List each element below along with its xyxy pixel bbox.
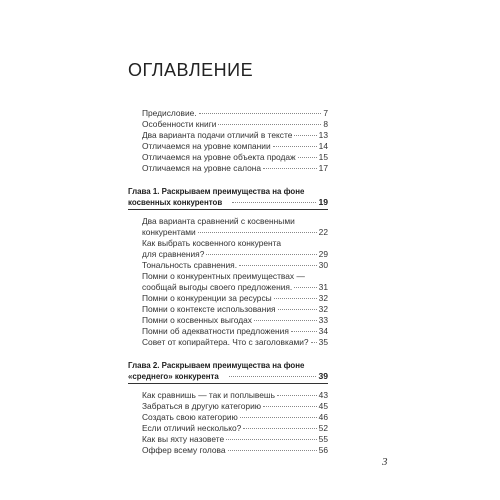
chapter-title-entry: [128, 197, 328, 208]
toc-entry-title: Создать свою категорию: [142, 412, 238, 422]
toc-entry[interactable]: [128, 293, 328, 304]
toc-entry-page: 56: [318, 445, 328, 455]
dot-leader: [254, 320, 317, 321]
toc-entry-page: 34: [318, 326, 328, 336]
toc-entry-row: [142, 227, 328, 238]
toc-entry[interactable]: [128, 401, 328, 412]
toc-entry-title: Оффер всему голова: [142, 445, 226, 455]
dot-leader: [298, 157, 317, 158]
page-number: 3: [382, 456, 388, 468]
dot-leader: [278, 309, 317, 310]
toc-entry[interactable]: [128, 390, 328, 401]
chapter-1-heading[interactable]: [128, 186, 328, 208]
toc-entry-page: 45: [318, 401, 328, 411]
toc-entry[interactable]: [128, 216, 328, 238]
toc-entry[interactable]: [128, 315, 328, 326]
toc-entry-title: Совет от копирайтера. Что с заголовками?: [142, 337, 309, 347]
toc-entry-page: 22: [318, 227, 328, 237]
chapter-rule: [128, 209, 328, 210]
table-of-contents: [128, 108, 328, 457]
toc-entry-title: Помни о косвенных выгодах: [142, 315, 252, 325]
toc-entry-title: Отличаемся на уровне салона: [142, 163, 262, 173]
toc-entry-page: 13: [318, 130, 328, 140]
toc-entry[interactable]: [128, 412, 328, 423]
toc-entry-title: Предисловие.: [142, 108, 197, 118]
toc-entry-title-line: Как выбрать косвенного конкурента: [142, 238, 282, 248]
toc-entry-title-line: Два варианта сравнений с косвенными: [142, 216, 295, 226]
toc-entry-title-line: Помни о конкурентных преимуществах —: [142, 271, 305, 281]
toc-entry-title: Если отличий несколько?: [142, 423, 242, 433]
toc-entry[interactable]: [128, 445, 328, 456]
chapter-2-entries: [128, 390, 328, 456]
chapter-1-entries: [128, 216, 328, 348]
chapter-title-line: «среднего» конкурента: [128, 371, 219, 381]
toc-entry-title: Два варианта подачи отличий в тексте: [142, 130, 293, 140]
toc-entry-row: [142, 282, 328, 293]
toc-entry[interactable]: [128, 271, 328, 293]
toc-entry[interactable]: [128, 337, 328, 348]
toc-entry-page: 7: [323, 108, 328, 118]
toc-entry[interactable]: [128, 423, 328, 434]
toc-entry[interactable]: [128, 260, 328, 271]
dot-leader: [243, 428, 316, 429]
chapter-2-heading[interactable]: [128, 360, 328, 382]
dot-leader: [198, 232, 317, 233]
toc-entry-page: 14: [318, 141, 328, 151]
dot-leader: [273, 146, 317, 147]
dot-leader: [228, 450, 317, 451]
dot-leader: [226, 439, 317, 440]
toc-entry-title: Помни об адекватности предложения: [142, 326, 289, 336]
toc-entry-page: 35: [318, 337, 328, 347]
toc-entry-title: Особенности книги: [142, 119, 217, 129]
dot-leader: [240, 417, 317, 418]
toc-entry[interactable]: [128, 119, 328, 130]
toc-entry[interactable]: [128, 163, 328, 174]
dot-leader: [291, 331, 317, 332]
chapter-page: 39: [318, 371, 328, 381]
toc-entry-title: для сравнения?: [142, 249, 205, 259]
dot-leader: [239, 265, 317, 266]
dot-leader: [263, 168, 317, 169]
chapter-title-line: косвенных конкурентов: [128, 197, 223, 207]
toc-entry-page: 43: [318, 390, 328, 400]
chapter-rule: [128, 383, 328, 384]
toc-entry-row: [142, 249, 328, 260]
chapter-title-entry: [128, 371, 328, 382]
dot-leader: [229, 376, 317, 377]
toc-entry[interactable]: [128, 152, 328, 163]
toc-entry[interactable]: [128, 304, 328, 315]
dot-leader: [294, 135, 316, 136]
toc-entry-title: Забраться в другую категорию: [142, 401, 262, 411]
toc-entry-title: конкурентами: [142, 227, 196, 237]
dot-leader: [294, 287, 316, 288]
chapter-title-line: Глава 2. Раскрываем преимущества на фоне: [128, 360, 305, 370]
toc-entry-title: Помни о контексте использования: [142, 304, 276, 314]
toc-entry-page: 29: [318, 249, 328, 259]
dot-leader: [311, 342, 317, 343]
chapter-title-line: Глава 1. Раскрываем преимущества на фоне: [128, 186, 305, 196]
toc-entry[interactable]: [128, 141, 328, 152]
toc-entry-page: 33: [318, 315, 328, 325]
toc-entry-page: 31: [318, 282, 328, 292]
toc-entry-title: Как вы яхту назовете: [142, 434, 225, 444]
dot-leader: [199, 113, 322, 114]
chapter-page: 19: [318, 197, 328, 207]
dot-leader: [277, 395, 317, 396]
toc-entry-page: 15: [318, 152, 328, 162]
toc-entry[interactable]: [128, 434, 328, 445]
toc-entry-title: Как сравнишь — так и поплывешь: [142, 390, 276, 400]
toc-entry-page: 32: [318, 293, 328, 303]
toc-entry-page: 17: [318, 163, 328, 173]
toc-entry-page: 55: [318, 434, 328, 444]
page-title: ОГЛАВЛЕНИЕ: [128, 60, 254, 80]
dot-leader: [263, 406, 317, 407]
toc-entry-page: 46: [318, 412, 328, 422]
intro-section: [128, 108, 328, 174]
dot-leader: [274, 298, 317, 299]
toc-entry[interactable]: [128, 108, 328, 119]
toc-entry-page: 8: [323, 119, 328, 129]
toc-entry-title: Отличаемся на уровне объекта продаж: [142, 152, 296, 162]
toc-entry-title: Отличаемся на уровне компании: [142, 141, 271, 151]
toc-entry-page: 32: [318, 304, 328, 314]
dot-leader: [218, 124, 321, 125]
toc-entry-page: 30: [318, 260, 328, 270]
dot-leader: [232, 202, 316, 203]
toc-entry-page: 52: [318, 423, 328, 433]
toc-entry[interactable]: [128, 238, 328, 260]
toc-entry-title: Тональность сравнения.: [142, 260, 238, 270]
toc-entry-title: сообщай выгоды своего предложения.: [142, 282, 293, 292]
dot-leader: [206, 254, 316, 255]
toc-entry[interactable]: [128, 326, 328, 337]
toc-entry[interactable]: [128, 130, 328, 141]
toc-entry-title: Помни о конкуренции за ресурсы: [142, 293, 272, 303]
